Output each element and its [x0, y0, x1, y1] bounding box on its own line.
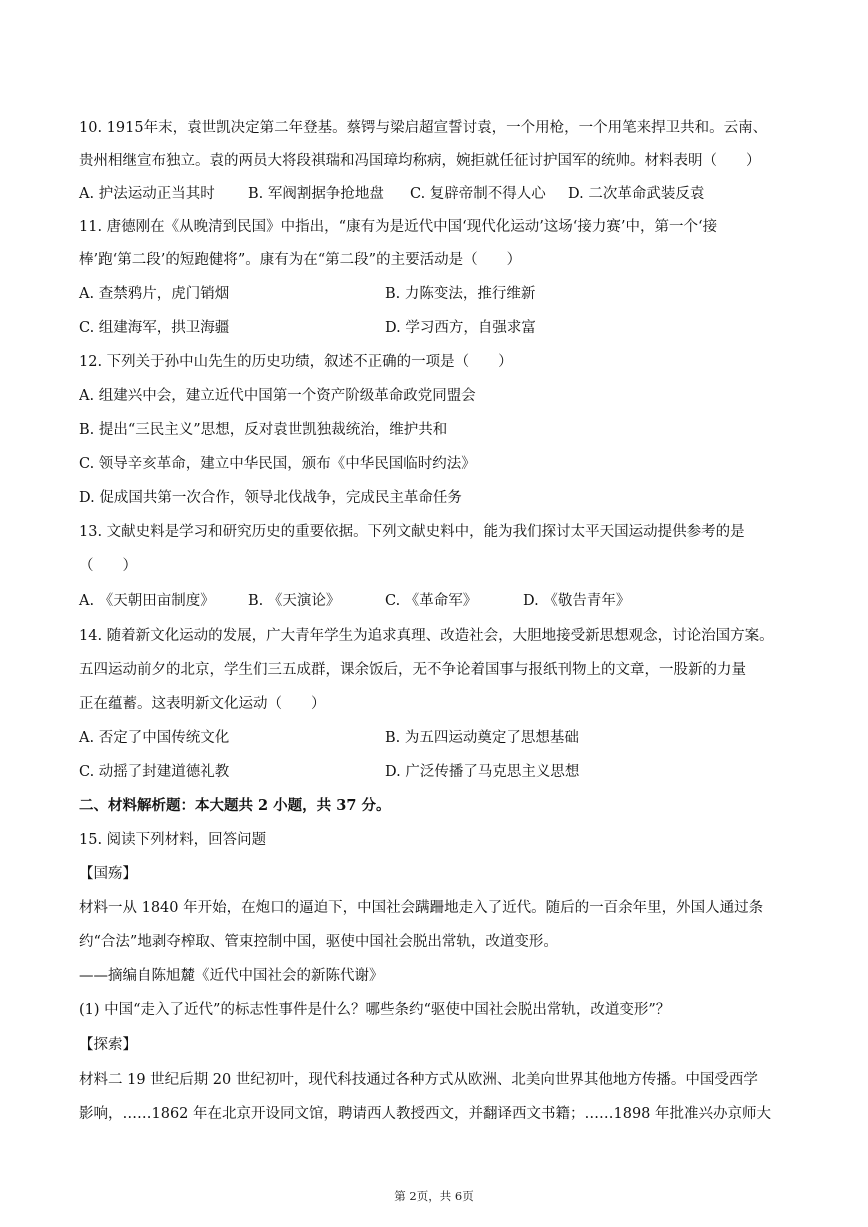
material2-line1: 材料二 19 世纪后期 20 世纪初叶，现代科技通过各种方式从欧洲、北美向世界其他地方传播。中国受西学	[79, 1072, 758, 1088]
q10-option-b: B. 军阀割据争抢地盘	[248, 186, 384, 202]
q13-option-d: D. 《敬告青年》	[523, 593, 631, 609]
q13-option-b: B. 《天演论》	[248, 593, 341, 609]
q13-option-c: C. 《革命军》	[385, 593, 478, 609]
q10-option-d: D. 二次革命武装反袁	[568, 186, 705, 202]
page-number: 第 2页，共 6页	[394, 1189, 474, 1203]
q11-stem-line1: 11. 唐德刚在《从晚清到民国》中指出，“康有为是近代中国‘现代化运动’这场‘接力赛’中，第一个‘接	[79, 219, 718, 235]
q10-stem-line1: 10. 1915年末，袁世凯决定第二年登基。蔡锷与梁启超宣誓讨袁，一个用枪，一个用笔来捍卫共和。云南、	[79, 120, 768, 136]
q15-intro: 15. 阅读下列材料，回答问题	[79, 832, 267, 848]
part-title-tansuo: 【探索】	[79, 1037, 137, 1053]
material1-source: ——摘编自陈旭麓《近代中国社会的新陈代谢》	[79, 968, 384, 984]
q11-option-b: B. 力陈变法，推行维新	[385, 286, 536, 302]
q10-stem-line2: 贵州相继宣布独立。袁的两员大将段祺瑞和冯国璋均称病，婉拒就任征讨护国军的统帅。材料表明（ ）	[79, 153, 761, 169]
q11-option-a: A. 查禁鸦片，虎门销烟	[79, 286, 230, 302]
q10-option-a: A. 护法运动正当其时	[79, 186, 215, 202]
section-heading: 二、材料解析题：本大题共 2 小题，共 37 分。	[79, 797, 391, 814]
part-title-guoshang: 【国殇】	[79, 866, 137, 882]
q11-option-c: C. 组建海军，拱卫海疆	[79, 320, 230, 336]
material2-line2: 影响，……1862 年在北京开设同文馆，聘请西人教授西文，并翻译西文书籍；……1898 年批准兴办京师大	[79, 1106, 772, 1122]
q13-option-a: A. 《天朝田亩制度》	[79, 593, 215, 609]
q13-stem-line1: 13. 文献史料是学习和研究历史的重要依据。下列文献史料中，能为我们探讨太平天国运动提供参考的是	[79, 524, 745, 540]
q12-option-b: B. 提出“三民主义”思想，反对袁世凯独裁统治，维护共和	[79, 422, 448, 438]
material1-line1: 材料一从 1840 年开始，在炮口的逼迫下，中国社会蹒跚地走入了近代。随后的一百余年里，外国人通过条	[79, 900, 764, 916]
q11-stem-line2: 棒’跑‘第二段’的短跑健将”。康有为在“第二段”的主要活动是（ ）	[79, 252, 522, 268]
q14-option-d: D. 广泛传播了马克思主义思想	[385, 764, 580, 780]
q11-option-d: D. 学习西方，自强求富	[385, 320, 536, 336]
q14-stem-line2: 五四运动前夕的北京，学生们三五成群，课余饭后，无不争论着国事与报纸刊物上的文章，一股新的力量	[79, 662, 746, 678]
q12-option-a: A. 组建兴中会，建立近代中国第一个资产阶级革命政党同盟会	[79, 388, 476, 404]
material1-line2: 约“合法”地剥夺榨取、管束控制中国，驱使中国社会脱出常轨，改道变形。	[79, 934, 558, 950]
q12-stem: 12. 下列关于孙中山先生的历史功绩，叙述不正确的一项是（ ）	[79, 354, 513, 370]
q14-stem-line3: 正在蕴蓄。这表明新文化运动（ ）	[79, 696, 326, 712]
q14-stem-line1: 14. 随着新文化运动的发展，广大青年学生为追求真理、改造社会，大胆地接受新思想观念，讨论治国方案。	[79, 628, 774, 644]
sub-question-1: (1) 中国“走入了近代”的标志性事件是什么？哪些条约“驱使中国社会脱出常轨，改道变形”？	[79, 1002, 671, 1018]
q10-option-c: C. 复辟帝制不得人心	[410, 186, 546, 202]
q14-option-a: A. 否定了中国传统文化	[79, 730, 230, 746]
q14-option-c: C. 动摇了封建道德礼教	[79, 764, 230, 780]
q14-option-b: B. 为五四运动奠定了思想基础	[385, 730, 579, 746]
q12-option-d: D. 促成国共第一次合作，领导北伐战争，完成民主革命任务	[79, 490, 462, 506]
q12-option-c: C. 领导辛亥革命，建立中华民国，颁布《中华民国临时约法》	[79, 456, 476, 472]
q13-stem-line2: （ ）	[79, 558, 137, 574]
